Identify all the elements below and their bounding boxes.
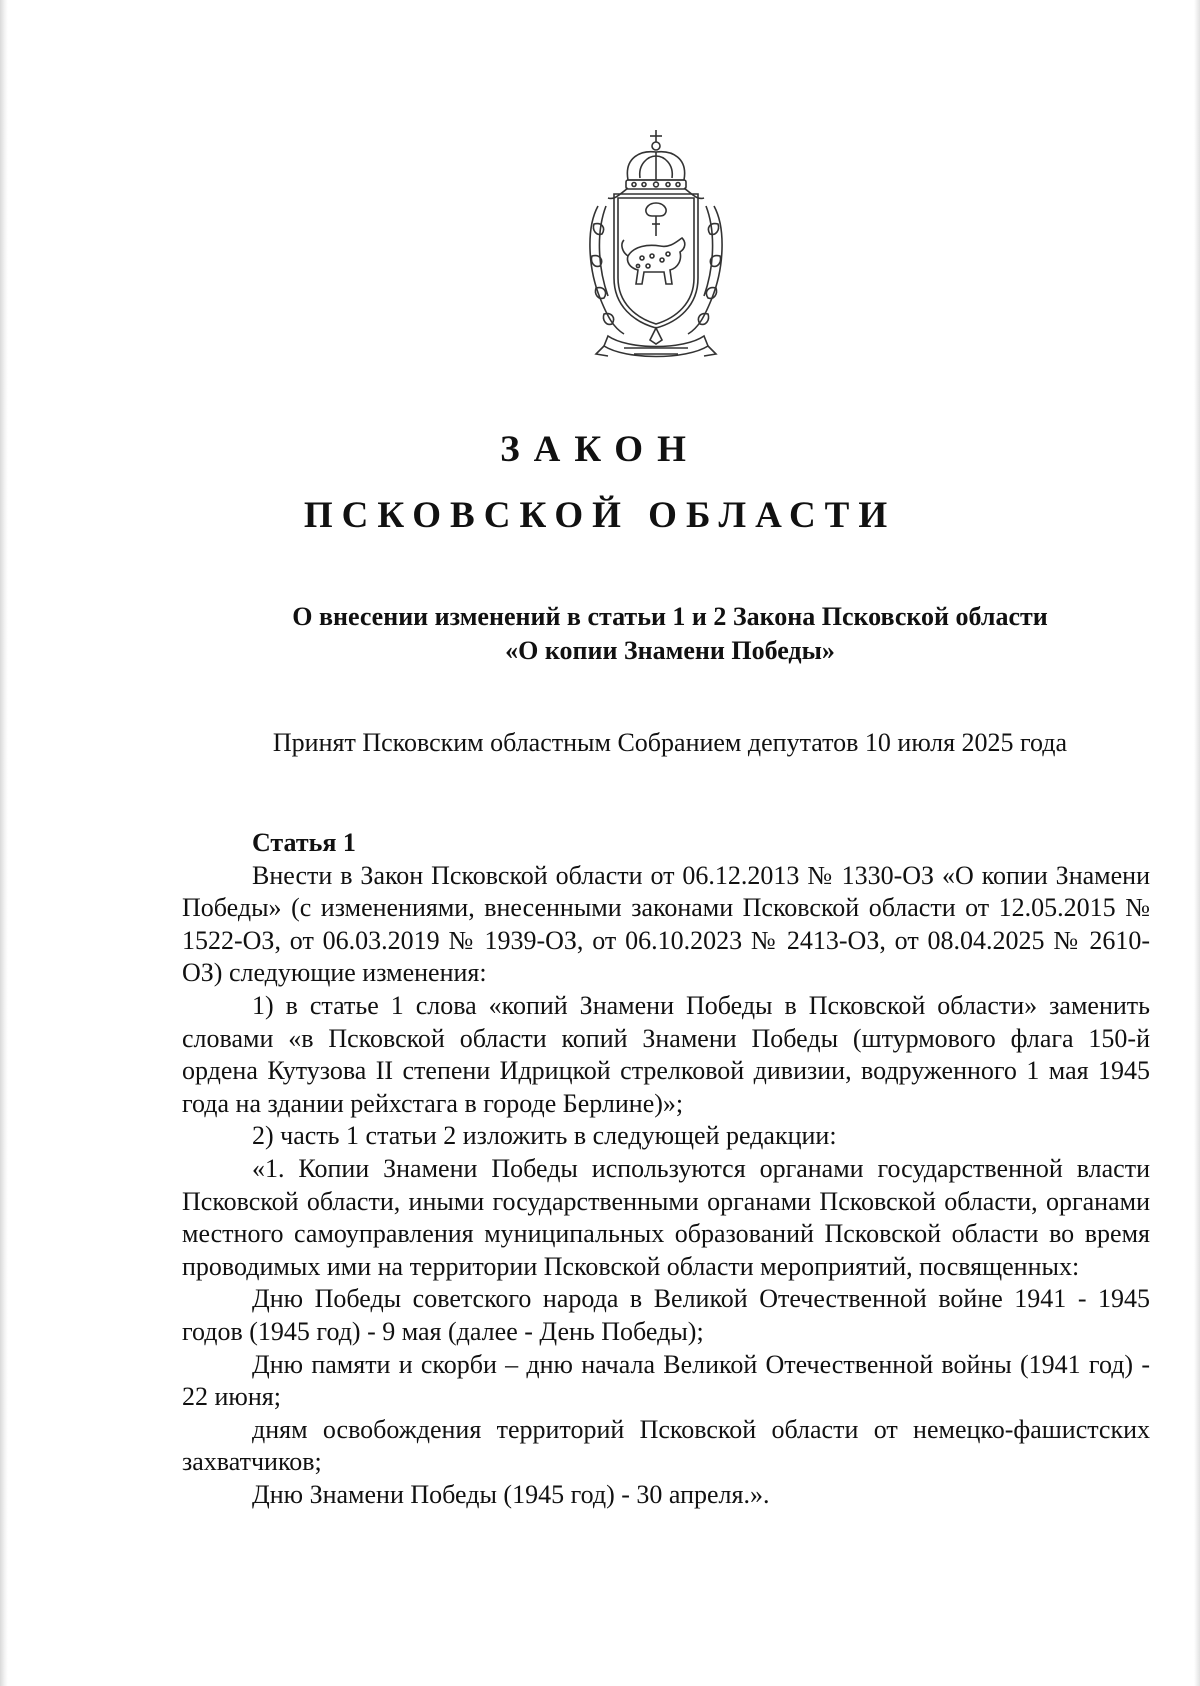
law-title: ЗАКОН bbox=[500, 429, 700, 470]
article-paragraph: Внести в Закон Псковской области от 06.12.2013 № 1330-ОЗ «О копии Знамени Победы» (с изменениями, внесенными законами Псковской области от 12.05.2015 № 1522-ОЗ, от 06.03.2019 № 1939-ОЗ, от 06.10.2023 № 2413-ОЗ, от 08.04.2025 № 2610-ОЗ) следующие изменения: bbox=[182, 860, 1150, 988]
article-heading: Статья 1 bbox=[252, 828, 356, 857]
scan-edge-right bbox=[1194, 0, 1200, 1686]
coat-of-arms-icon bbox=[578, 128, 734, 368]
article-paragraph: Дню Победы советского народа в Великой Отечественной войне 1941 - 1945 годов (1945 год) - 9 мая (далее - День Победы); bbox=[182, 1284, 1150, 1346]
article-paragraph: Дню памяти и скорби – дню начала Великой Отечественной войны (1941 год) - 22 июня; bbox=[182, 1349, 1150, 1412]
article-paragraph: 1) в статье 1 слова «копий Знамени Победы в Псковской области» заменить словами «в Псковской области копий Знамени Победы (штурмового флага 150-й ордена Кутузова II степени Идрицкой стрелковой дивизии, водруженного 1 мая 1945 года на здании рейхстага в городе Берлине)»; bbox=[182, 990, 1150, 1118]
article-paragraph: 2) часть 1 статьи 2 изложить в следующей редакции: bbox=[252, 1121, 837, 1151]
region-title: ПСКОВСКОЙ ОБЛАСТИ bbox=[303, 495, 897, 536]
article-paragraph: дням освобождения территорий Псковской области от немецко-фашистских захватчиков; bbox=[182, 1414, 1150, 1477]
subject-line-1: О внесении изменений в статьи 1 и 2 Закона Псковской области bbox=[292, 602, 1048, 631]
article-paragraph: «1. Копии Знамени Победы используются органами государственной власти Псковской области, иными государственными органами Псковской области, органами местного самоуправления муниципальных образований Псковской области во время проводимых ими на территории Псковской области мероприятий, посвященных: bbox=[182, 1153, 1150, 1281]
scan-edge-left bbox=[0, 0, 8, 1686]
article-paragraph: Дню Знамени Победы (1945 год) - 30 апреля.». bbox=[252, 1479, 770, 1509]
subject-line-2: «О копии Знамени Победы» bbox=[505, 636, 835, 665]
adoption-statement: Принят Псковским областным Собранием депутатов 10 июля 2025 года bbox=[272, 728, 1068, 757]
article-1 bbox=[182, 827, 1150, 1511]
document-subject bbox=[180, 600, 1160, 668]
